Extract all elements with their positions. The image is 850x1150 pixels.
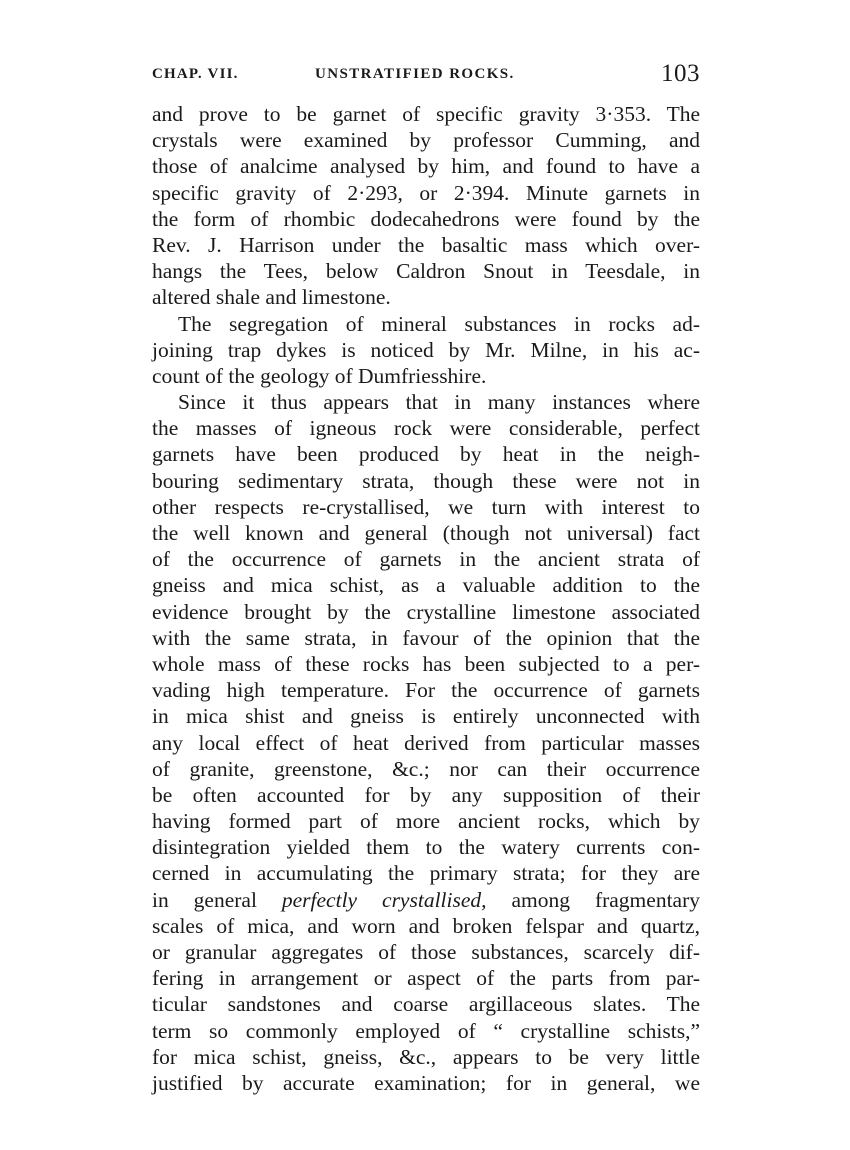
text-line: hangs the Tees, below Caldron Snout in Teesdale, in	[152, 259, 700, 284]
text-line: joining trap dykes is noticed by Mr. Milne, in his ac-	[152, 337, 700, 362]
text-line: the form of rhombic dodecahedrons were found by the	[152, 206, 700, 231]
text-line: Rev. J. Harrison under the basaltic mass which over-	[152, 232, 700, 257]
text-line: or granular aggregates of those substances, scarcely dif-	[152, 940, 700, 964]
text-line: ticular sandstones and coarse argillaceous slates. The	[152, 992, 700, 1017]
paragraph-start-line: Since it thus appears that in many instances where	[178, 390, 700, 415]
text-line: the masses of igneous rock were considerable, perfect	[152, 416, 700, 441]
line-text-end: fragmentary	[594, 887, 700, 912]
text-line: gneiss and mica schist, as a valuable addition to the	[152, 573, 700, 598]
text-line: for mica schist, gneiss, &c., appears to be very little	[152, 1044, 700, 1069]
text-line: those of analcime analysed by him, and found to have a	[152, 154, 700, 179]
text-line: term so commonly employed of “ crystalline schists,”	[152, 1018, 700, 1043]
line-text-before: in general	[152, 887, 257, 912]
line-text-after: among	[511, 887, 570, 912]
text-line: of the occurrence of garnets in the ancient strata of	[152, 547, 700, 572]
text-line: and prove to be garnet of specific gravity 3·353. The	[152, 102, 700, 126]
text-line: in mica shist and gneiss is entirely unconnected with	[152, 704, 700, 729]
paragraph-start-line: The segregation of mineral substances in rocks ad-	[178, 311, 700, 336]
text-line: specific gravity of 2·293, or 2·394. Minute garnets in	[152, 180, 700, 205]
text-line: vading high temperature. For the occurrence of garnets	[152, 678, 700, 703]
text-line: be often accounted for by any supposition of their	[152, 782, 700, 807]
text-line: evidence brought by the crystalline limestone associated	[152, 599, 700, 624]
running-title: UNSTRATIFIED ROCKS.	[315, 66, 515, 82]
text-line: crystals were examined by professor Cumming, and	[152, 128, 700, 153]
text-line: scales of mica, and worn and broken felspar and quartz,	[152, 913, 700, 938]
running-head	[150, 62, 700, 92]
text-line: altered shale and limestone.	[152, 285, 391, 310]
body-text	[152, 101, 700, 1096]
page-number: 103	[661, 60, 700, 87]
text-line: the well known and general (though not universal) fact	[152, 521, 700, 545]
text-line: justified by accurate examination; for in general, we	[152, 1070, 700, 1095]
text-line: with the same strata, in favour of the opinion that the	[152, 625, 700, 650]
text-line: any local effect of heat derived from particular masses	[152, 730, 700, 755]
text-line: having formed part of more ancient rocks, which by	[152, 809, 700, 834]
text-line-with-italic	[152, 887, 700, 913]
text-line: bouring sedimentary strata, though these were not in	[152, 468, 700, 493]
text-line: fering in arrangement or aspect of the parts from par-	[152, 966, 700, 991]
chapter-label: CHAP. VII.	[152, 66, 239, 82]
text-line: whole mass of these rocks has been subjected to a per-	[152, 651, 700, 676]
text-line: of granite, greenstone, &c.; nor can their occurrence	[152, 756, 700, 781]
text-line: other respects re-crystallised, we turn with interest to	[152, 494, 700, 519]
text-line: garnets have been produced by heat in the neigh-	[152, 442, 700, 467]
italic-emphasis: perfectly crystallised,	[281, 887, 487, 912]
text-line: count of the geology of Dumfriesshire.	[152, 363, 487, 388]
text-line: disintegration yielded them to the watery currents con-	[152, 835, 700, 860]
text-line: cerned in accumulating the primary strata; for they are	[152, 861, 700, 886]
